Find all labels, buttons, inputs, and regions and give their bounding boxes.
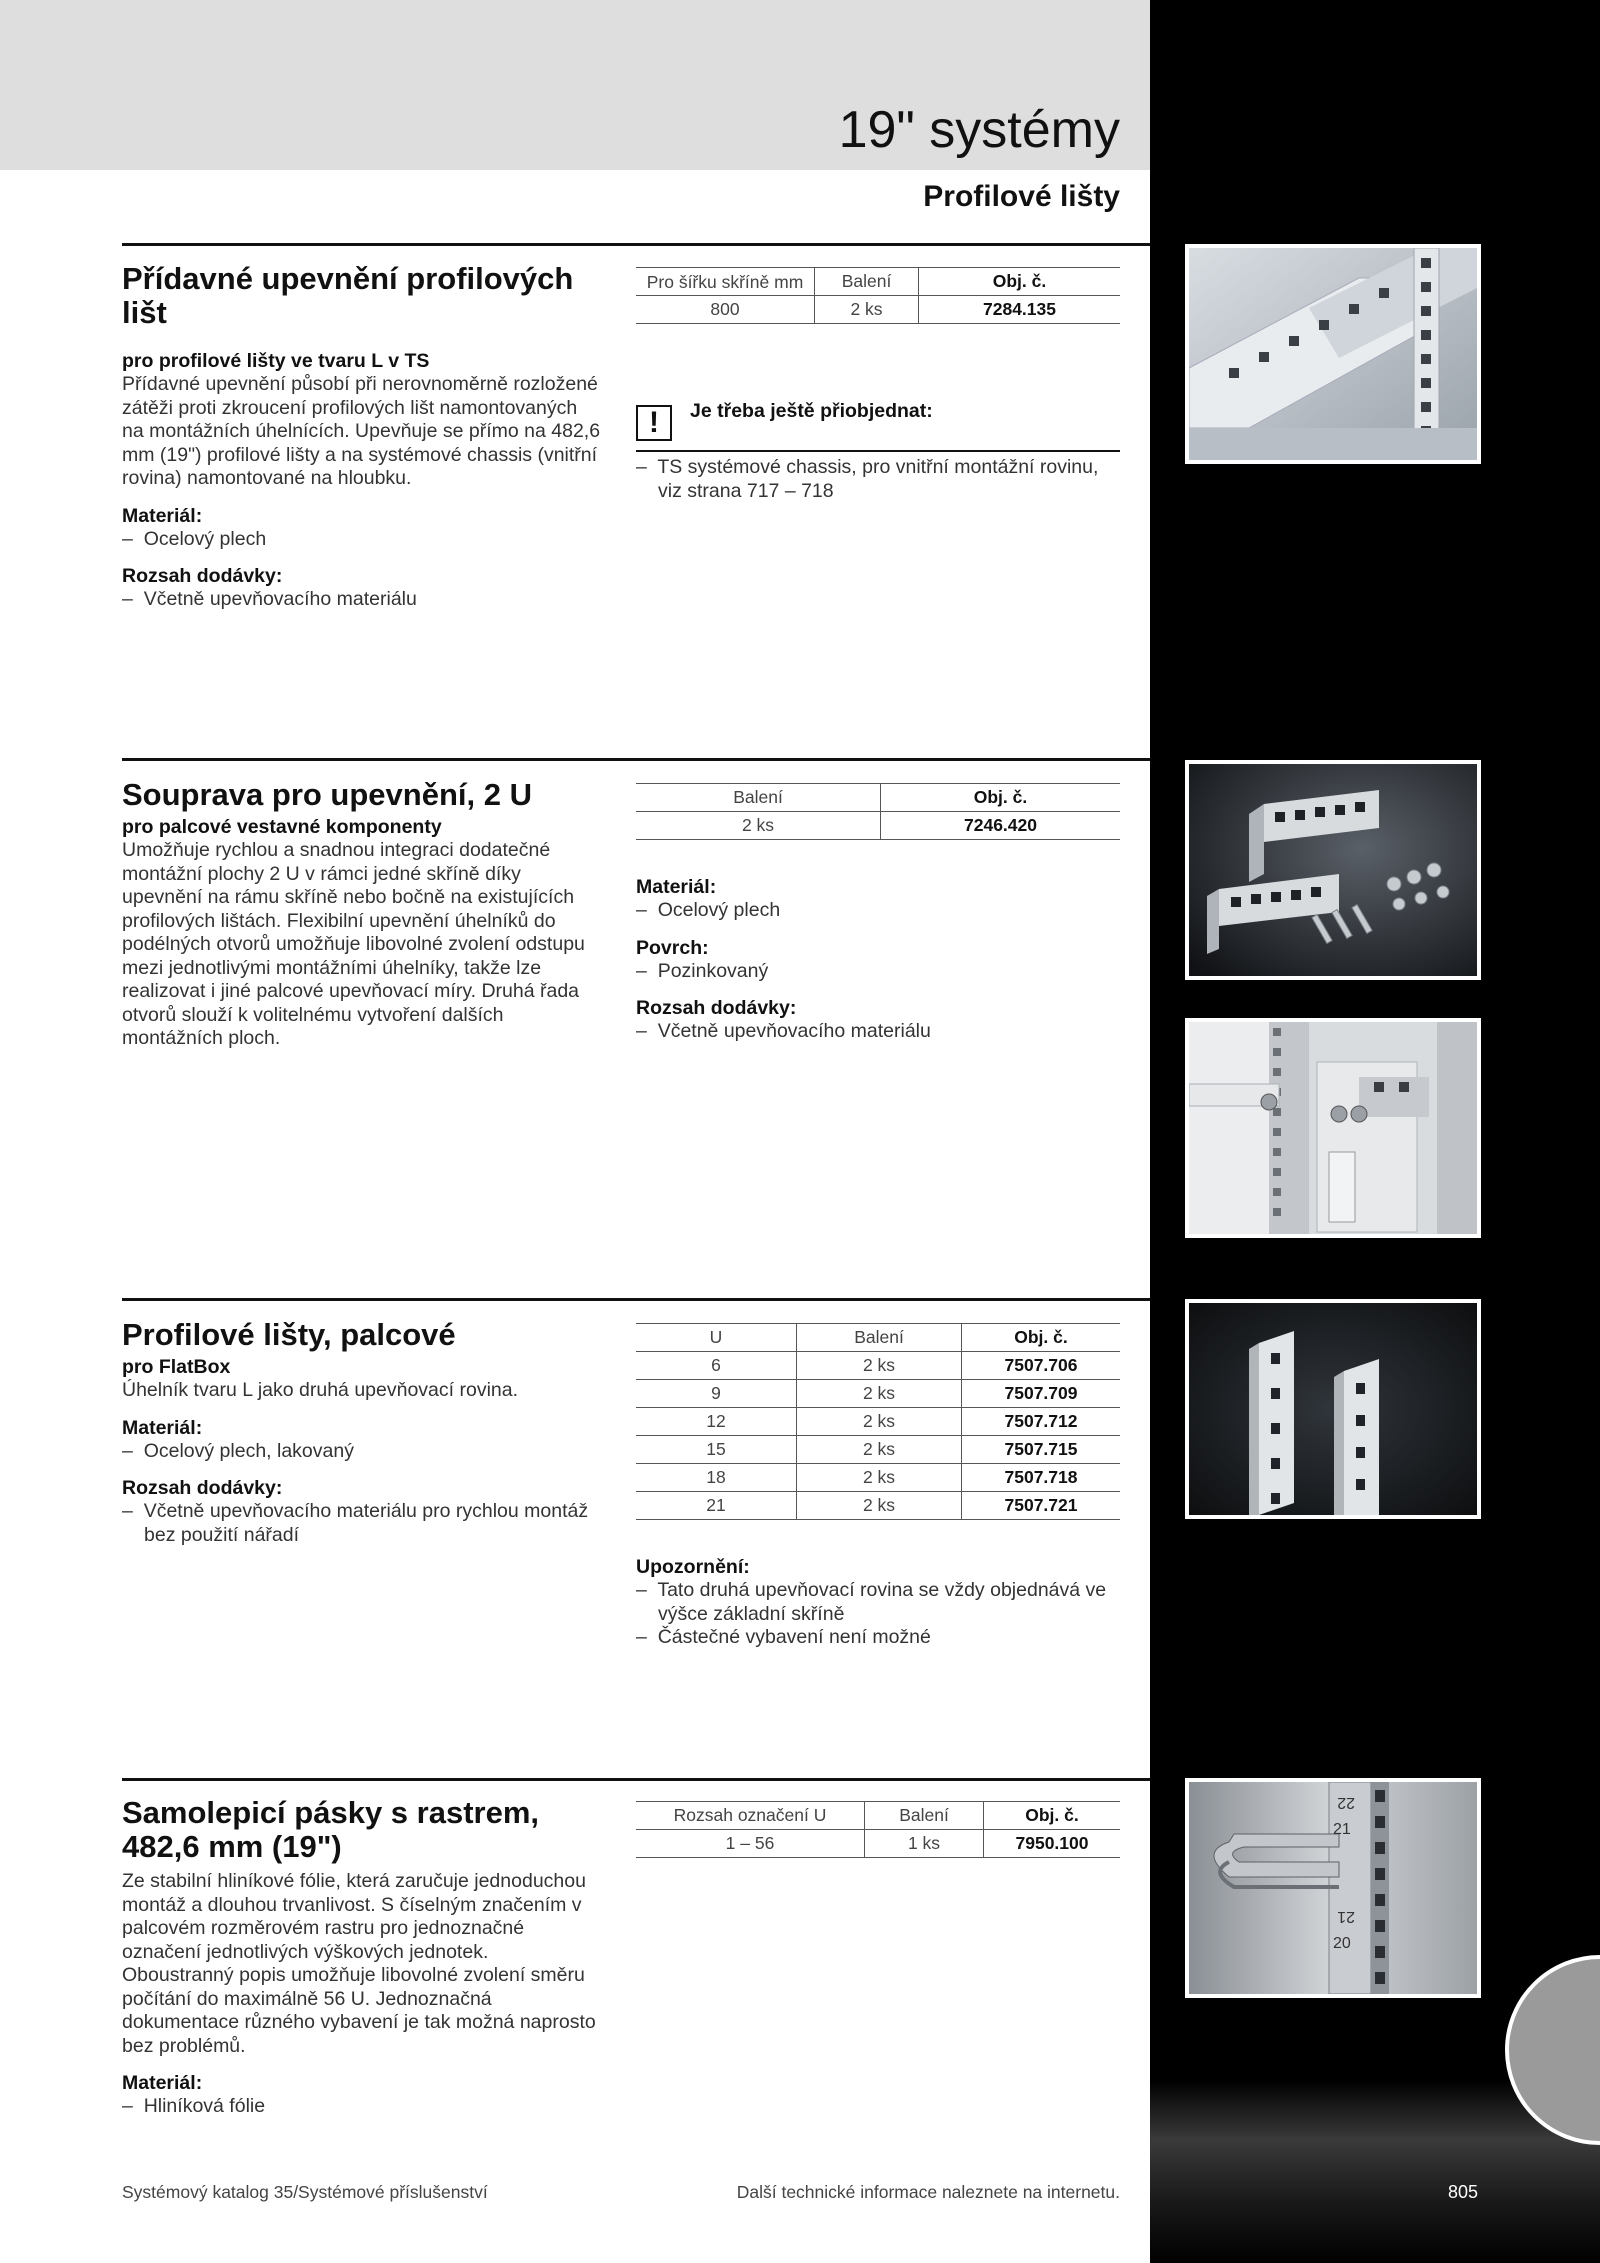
product-photo — [1185, 244, 1481, 464]
section-description: Přídavné upevnění působí při nerovnoměrně rozložené zátěži proti zkroucení profilových lišt namontovaných na montážních úhelnících. Upevňuje se přímo na 482,6 mm (19") profilové lišty a na systémové chassis (vnitřní rovina) namontované na hloubku. — [122, 373, 601, 489]
section-title: Samolepicí pásky s rastrem, 482,6 mm (19") — [122, 1795, 540, 1864]
section-4-text — [122, 1796, 602, 2119]
photo-number-21: 21 — [1333, 1821, 1351, 1838]
section-3-text — [122, 1318, 602, 1547]
table-row: 6 2 ks 7507.706 — [636, 1352, 1120, 1380]
photo-number-21b: 21 — [1337, 1908, 1355, 1925]
product-photo — [1185, 1299, 1481, 1519]
material-item: – Ocelový plech — [122, 527, 267, 550]
exclamation-icon: ! — [636, 405, 672, 441]
table-header: Rozsah označení U — [636, 1802, 865, 1830]
table-row: 9 2 ks 7507.709 — [636, 1380, 1120, 1408]
table-header: Pro šířku skříně mm — [636, 268, 815, 296]
section-description: Úhelník tvaru L jako druhá upevňovací rovina. — [122, 1379, 519, 1401]
table-row: 1 – 56 1 ks 7950.100 — [636, 1830, 1120, 1858]
table-row: 21 2 ks 7507.721 — [636, 1492, 1120, 1520]
section-1-text — [122, 262, 602, 612]
product-photo — [1185, 1018, 1481, 1238]
table-header: Balení — [636, 784, 881, 812]
note-divider — [636, 450, 1120, 452]
material-label: Materiál: — [636, 876, 717, 898]
section-divider — [122, 1778, 1150, 1781]
subchapter-title: Profilové lišty — [923, 180, 1120, 213]
material-item: – Hliníková fólie — [122, 2095, 266, 2117]
scope-item: – Včetně upevňovacího materiálu — [122, 588, 417, 610]
table-header: U — [636, 1324, 797, 1352]
section-divider — [122, 758, 1150, 761]
section-subtitle: pro palcové vestavné komponenty — [122, 816, 442, 838]
section-description: Ze stabilní hliníkové fólie, která zaručuje jednoduchou montáž a dlouhou trvanlivost. S číselným značením v palcovém rozměrovém rastru pro jednoznačné označení jednotlivých výškových jednotek. Oboustranný popis umožňuje libovolné zvolení směru počítání do maximálně 56 U. Jednoznačná dokumentace různého vybavení je tak možná naprosto bez problémů. — [122, 1870, 596, 2057]
material-label: Materiál: — [122, 1416, 203, 1439]
section-divider — [122, 1298, 1150, 1301]
table-row: 2 ks 7246.420 — [636, 812, 1120, 840]
section-2-details — [636, 783, 1120, 1044]
section-title: Přídavné upevnění profilových lišt — [122, 261, 574, 330]
material-label: Materiál: — [122, 2072, 203, 2094]
section-3-details — [636, 1323, 1120, 1650]
material-item: – Ocelový plech — [636, 899, 781, 921]
chapter-title: 19" systémy — [838, 101, 1120, 159]
section-title: Profilové lišty, palcové — [122, 1317, 456, 1352]
photo-number-20: 20 — [1333, 1935, 1351, 1952]
section-1-table — [636, 267, 1120, 324]
section-2-text — [122, 778, 602, 1051]
scope-item: – Včetně upevňovacího materiálu pro rychlou montáž bez použití nářadí — [122, 1500, 589, 1546]
table-row: 12 2 ks 7507.712 — [636, 1408, 1120, 1436]
section-4-table — [636, 1801, 1120, 1858]
table-row: 15 2 ks 7507.715 — [636, 1436, 1120, 1464]
scope-label: Rozsah dodávky: — [122, 1477, 283, 1499]
table-header: Obj. č. — [881, 784, 1121, 812]
section-divider — [122, 243, 1150, 246]
surface-item: – Pozinkovaný — [636, 959, 769, 982]
scope-label: Rozsah dodávky: — [122, 565, 283, 587]
scope-item: – Včetně upevňovacího materiálu — [636, 1020, 931, 1042]
table-header: Balení — [815, 268, 919, 296]
table-row: 18 2 ks 7507.718 — [636, 1464, 1120, 1492]
section-description: Umožňuje rychlou a snadnou integraci dodatečné montážní plochy 2 U v rámci jedné skříně díky upevnění na rámu skříně nebo bočně na existujících profilových lištách. Flexibilní upevnění úhelníků do podélných otvorů umožňuje libovolné zvolení odstupu mezi jednotlivými montážními úhelníky, takže lze realizovat i jiné palcové upevňovací míry. Druhá řada otvorů slouží k volitelnému vytvoření dalších montážních ploch. — [122, 839, 585, 1049]
material-label: Materiál: — [122, 504, 203, 527]
note-item: – TS systémové chassis, pro vnitřní montážní rovinu, viz strana 717 – 718 — [636, 456, 1099, 502]
product-photo — [1185, 1778, 1481, 1998]
notice-item: – Částečné vybavení není možné — [636, 1626, 931, 1648]
table-row: 800 2 ks 7284.135 — [636, 296, 1120, 324]
notice-item: – Tato druhá upevňovací rovina se vždy objednává ve výšce základní skříně — [636, 1579, 1107, 1625]
material-item: – Ocelový plech, lakovaný — [122, 1439, 354, 1462]
photo-number-22: 22 — [1337, 1794, 1355, 1811]
table-header: Obj. č. — [919, 268, 1121, 296]
table-header: Obj. č. — [962, 1324, 1121, 1352]
notice-label: Upozornění: — [636, 1556, 750, 1578]
scope-label: Rozsah dodávky: — [636, 997, 797, 1019]
product-photo — [1185, 760, 1481, 980]
page-number: 805 — [1448, 2182, 1479, 2202]
footer-info: Další technické informace naleznete na internetu. — [736, 2182, 1120, 2202]
section-subtitle: pro profilové lišty ve tvaru L v TS — [122, 350, 430, 372]
table-header: Obj. č. — [984, 1802, 1121, 1830]
section-title: Souprava pro upevnění, 2 U — [122, 777, 532, 812]
section-subtitle: pro FlatBox — [122, 1356, 231, 1378]
table-header: Balení — [797, 1324, 962, 1352]
surface-label: Povrch: — [636, 936, 709, 959]
note-title: Je třeba ještě přiobjednat: — [690, 400, 933, 422]
footer-catalog: Systémový katalog 35/Systémové příslušenství — [122, 2182, 488, 2202]
table-header: Balení — [865, 1802, 984, 1830]
